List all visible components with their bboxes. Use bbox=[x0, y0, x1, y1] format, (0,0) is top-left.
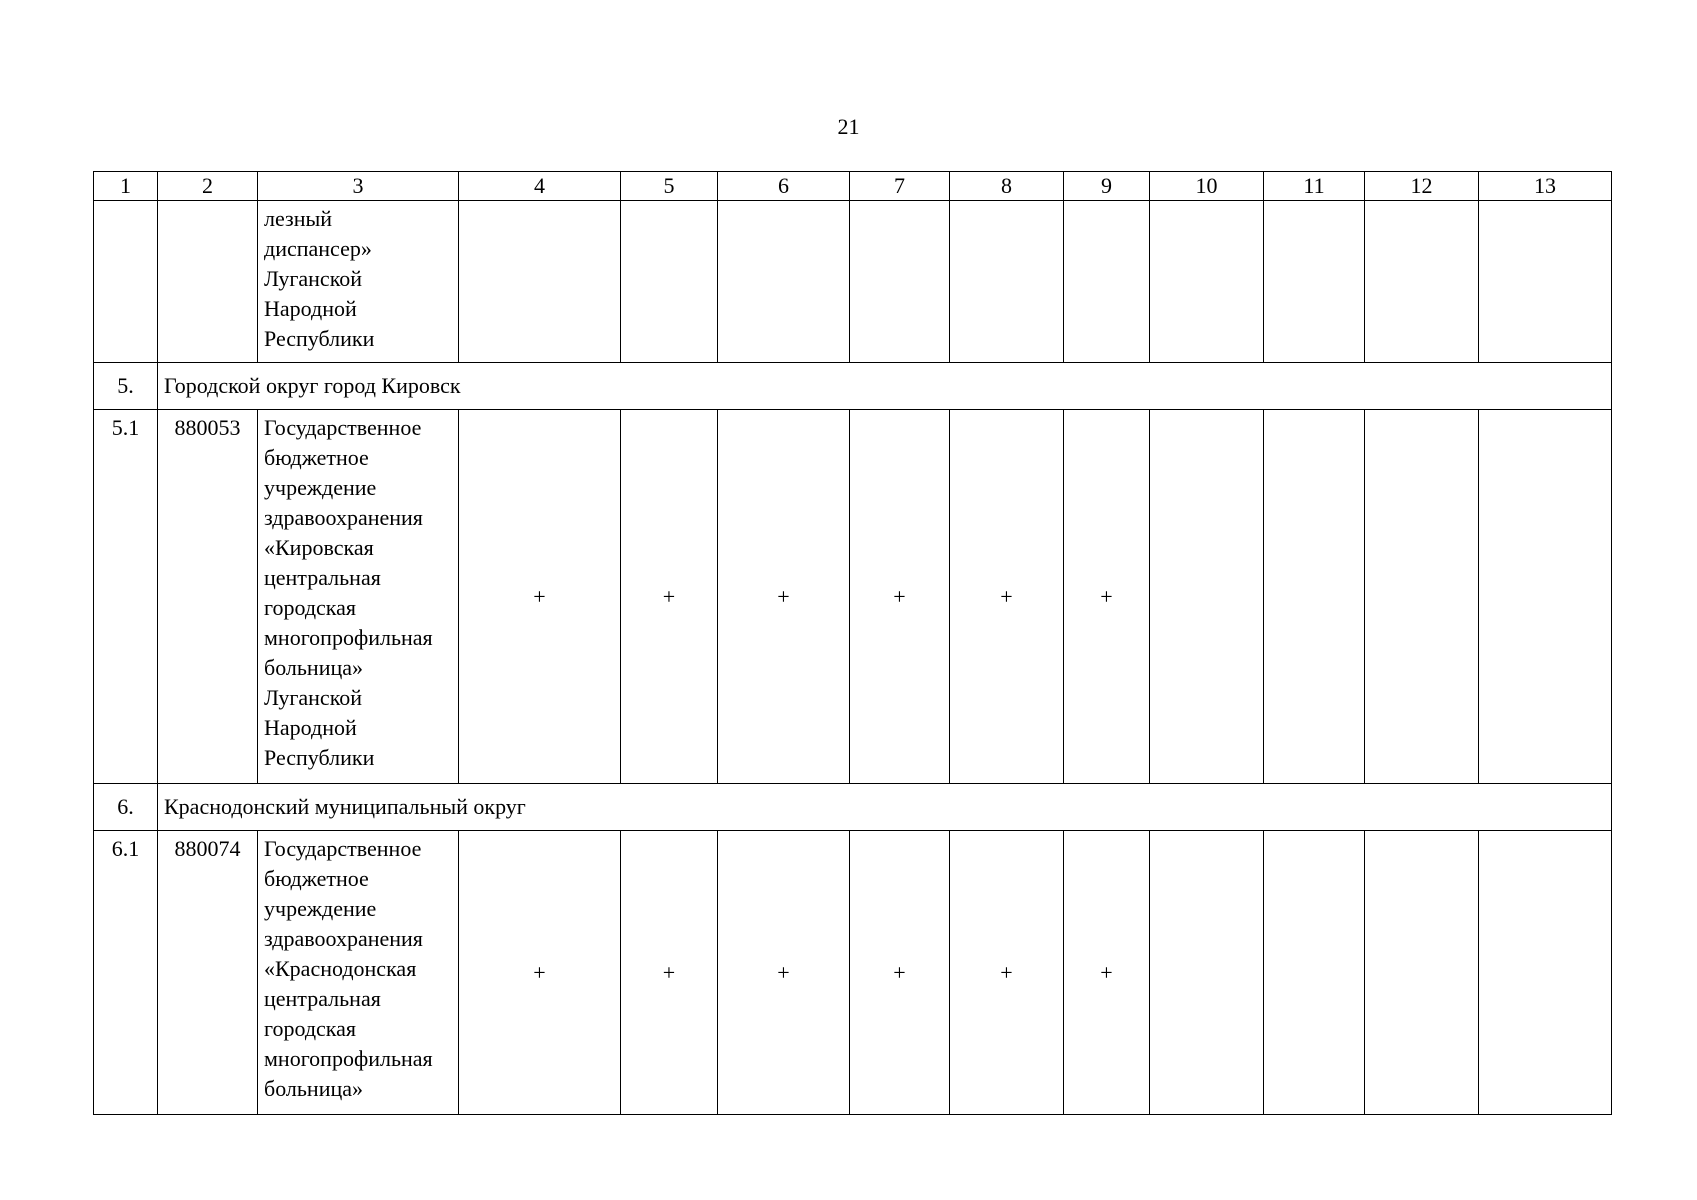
facility-name-cell: Государственное бюджетное учреждение здравоохранения «Краснодонская центральная городская многопрофильная больница» bbox=[258, 831, 459, 1115]
section-row bbox=[94, 784, 1612, 831]
mark-cell: + bbox=[850, 410, 950, 784]
mark-cell bbox=[1150, 201, 1264, 363]
column-header: 12 bbox=[1365, 172, 1479, 201]
column-header: 9 bbox=[1064, 172, 1150, 201]
mark-cell: + bbox=[718, 831, 850, 1115]
row-number-cell: 5.1 bbox=[94, 410, 158, 784]
column-header: 4 bbox=[459, 172, 621, 201]
section-number: 5. bbox=[94, 363, 158, 410]
mark-cell: + bbox=[621, 410, 718, 784]
mark-cell bbox=[1150, 410, 1264, 784]
mark-cell bbox=[459, 201, 621, 363]
mark-cell bbox=[950, 201, 1064, 363]
column-header: 6 bbox=[718, 172, 850, 201]
mark-cell bbox=[1479, 410, 1612, 784]
row-code-cell bbox=[158, 201, 258, 363]
column-number-row bbox=[94, 172, 1612, 201]
mark-cell bbox=[1365, 831, 1479, 1115]
column-header: 5 bbox=[621, 172, 718, 201]
mark-cell bbox=[1479, 201, 1612, 363]
page-number: 21 bbox=[837, 114, 860, 139]
mark-cell: + bbox=[459, 831, 621, 1115]
table-row-continued bbox=[94, 201, 1612, 363]
mark-cell bbox=[1365, 201, 1479, 363]
mark-cell bbox=[1365, 410, 1479, 784]
column-header: 2 bbox=[158, 172, 258, 201]
mark-cell bbox=[621, 201, 718, 363]
mark-cell: + bbox=[1064, 410, 1150, 784]
column-header: 13 bbox=[1479, 172, 1612, 201]
mark-cell: + bbox=[850, 831, 950, 1115]
section-title: Городской округ город Кировск bbox=[158, 363, 1612, 410]
mark-cell bbox=[1264, 201, 1365, 363]
column-header: 7 bbox=[850, 172, 950, 201]
mark-cell: + bbox=[1064, 831, 1150, 1115]
mark-cell: + bbox=[950, 410, 1064, 784]
row-code-cell: 880074 bbox=[158, 831, 258, 1115]
mark-cell bbox=[1264, 410, 1365, 784]
mark-cell bbox=[1264, 831, 1365, 1115]
section-row bbox=[94, 363, 1612, 410]
facility-name-cell: лезный диспансер» Луганской Народной Республики bbox=[258, 201, 459, 363]
mark-cell: + bbox=[950, 831, 1064, 1115]
facilities-table bbox=[93, 171, 1612, 1115]
row-number-cell bbox=[94, 201, 158, 363]
mark-cell bbox=[718, 201, 850, 363]
column-header: 1 bbox=[94, 172, 158, 201]
mark-cell bbox=[1150, 831, 1264, 1115]
section-title: Краснодонский муниципальный округ bbox=[158, 784, 1612, 831]
mark-cell bbox=[1479, 831, 1612, 1115]
row-code-cell: 880053 bbox=[158, 410, 258, 784]
section-number: 6. bbox=[94, 784, 158, 831]
table-row bbox=[94, 410, 1612, 784]
column-header: 11 bbox=[1264, 172, 1365, 201]
mark-cell: + bbox=[718, 410, 850, 784]
column-header: 10 bbox=[1150, 172, 1264, 201]
mark-cell bbox=[1064, 201, 1150, 363]
column-header: 8 bbox=[950, 172, 1064, 201]
mark-cell bbox=[850, 201, 950, 363]
table-row bbox=[94, 831, 1612, 1115]
facility-name-cell: Государственное бюджетное учреждение здравоохранения «Кировская центральная городская многопрофильная больница» Луганской Народной Республики bbox=[258, 410, 459, 784]
column-header: 3 bbox=[258, 172, 459, 201]
mark-cell: + bbox=[621, 831, 718, 1115]
row-number-cell: 6.1 bbox=[94, 831, 158, 1115]
mark-cell: + bbox=[459, 410, 621, 784]
